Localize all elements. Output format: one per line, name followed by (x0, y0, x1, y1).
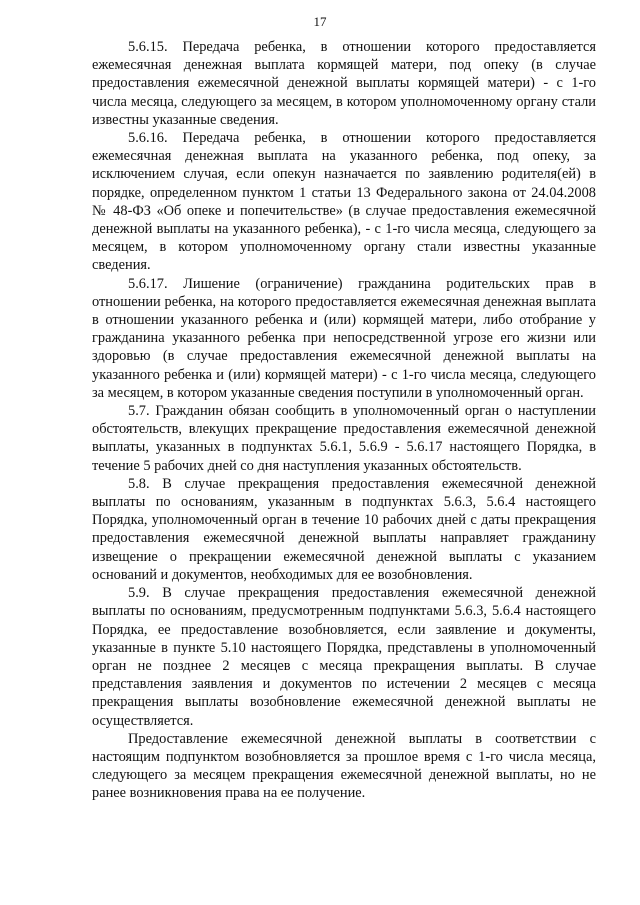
paragraph-5-6-16: 5.6.16. Передача ребенка, в отношении которого предоставляется ежемесячная денежная выплата на указанного ребенка, под опеку, за исключением случая, если опекун назначается по заявлению родителя(ей) в порядке, определенном пунктом 1 статьи 13 Федерального закона от 24.04.2008 № 48-ФЗ «Об опеке и попечительстве» (в случае предоставления ежемесячной денежной выплаты на указанного ребенка), - с 1-го числа месяца, следующего за месяцем, в котором уполномоченному органу стали известны указанные сведения. (92, 130, 596, 274)
paragraph-5-9-continuation: Предоставление ежемесячной денежной выплаты в соответствии с настоящим подпунктом возобновляется за прошлое время с 1-го числа месяца, следующего за месяцем прекращения ежемесячной денежной выплаты, но не ранее возникновения права на ее получение. (92, 730, 596, 802)
paragraph-5-8: 5.8. В случае прекращения предоставления ежемесячной денежной выплаты по основаниям, указанным в подпунктах 5.6.3, 5.6.4 настоящего Порядка, уполномоченный орган в течение 10 рабочих дней с даты прекращения предоставления ежемесячной денежной выплаты направляет гражданину извещение о прекращении ежемесячной денежной выплаты с указанием оснований и документов, необходимых для ее возобновления. (92, 475, 596, 583)
page-number: 17 (313, 14, 327, 29)
paragraph-5-7: 5.7. Гражданин обязан сообщить в уполномоченный орган о наступлении обстоятельств, влекущих прекращение предоставления ежемесячной денежной выплаты, указанных в подпунктах 5.6.1, 5.6.9 - 5.6.17 настоящего Порядка, в течение 5 рабочих дней со дня наступления указанных обстоятельств. (92, 403, 596, 474)
document-body (92, 38, 596, 803)
paragraph-5-6-15: 5.6.15. Передача ребенка, в отношении которого предоставляется ежемесячная денежная выплата кормящей матери, под опеку (в случае предоставления ежемесячной денежной выплаты кормящей матери) - с 1-го числа месяца, следующего за месяцем, в котором уполномоченному органу стали известны указанные сведения. (92, 39, 596, 128)
paragraph-5-6-17: 5.6.17. Лишение (ограничение) гражданина родительских прав в отношении ребенка, на которого предоставляется ежемесячная денежная выплата в отношении указанного ребенка и (или) кормящей матери, либо отобрание у гражданина указанного ребенка при непосредственной угрозе его жизни или здоровью (в случае предоставления ежемесячной денежной выплаты на указанного ребенка и (или) кормящей матери) - с 1-го числа месяца, следующего за месяцем, в котором указанные сведения поступили в уполномоченный орган. (92, 275, 596, 401)
paragraph-5-9: 5.9. В случае прекращения предоставления ежемесячной денежной выплаты по основаниям, предусмотренным подпунктами 5.6.3, 5.6.4 настоящего Порядка, ее предоставление возобновляется, если заявление и документы, указанные в пункте 5.10 настоящего Порядка, представлены в уполномоченный орган не позднее 2 месяцев с месяца прекращения выплаты. В случае представления заявления и документов по истечении 2 месяцев с месяца прекращения выплаты возобновление ежемесячной денежной выплаты не осуществляется. (92, 585, 596, 729)
